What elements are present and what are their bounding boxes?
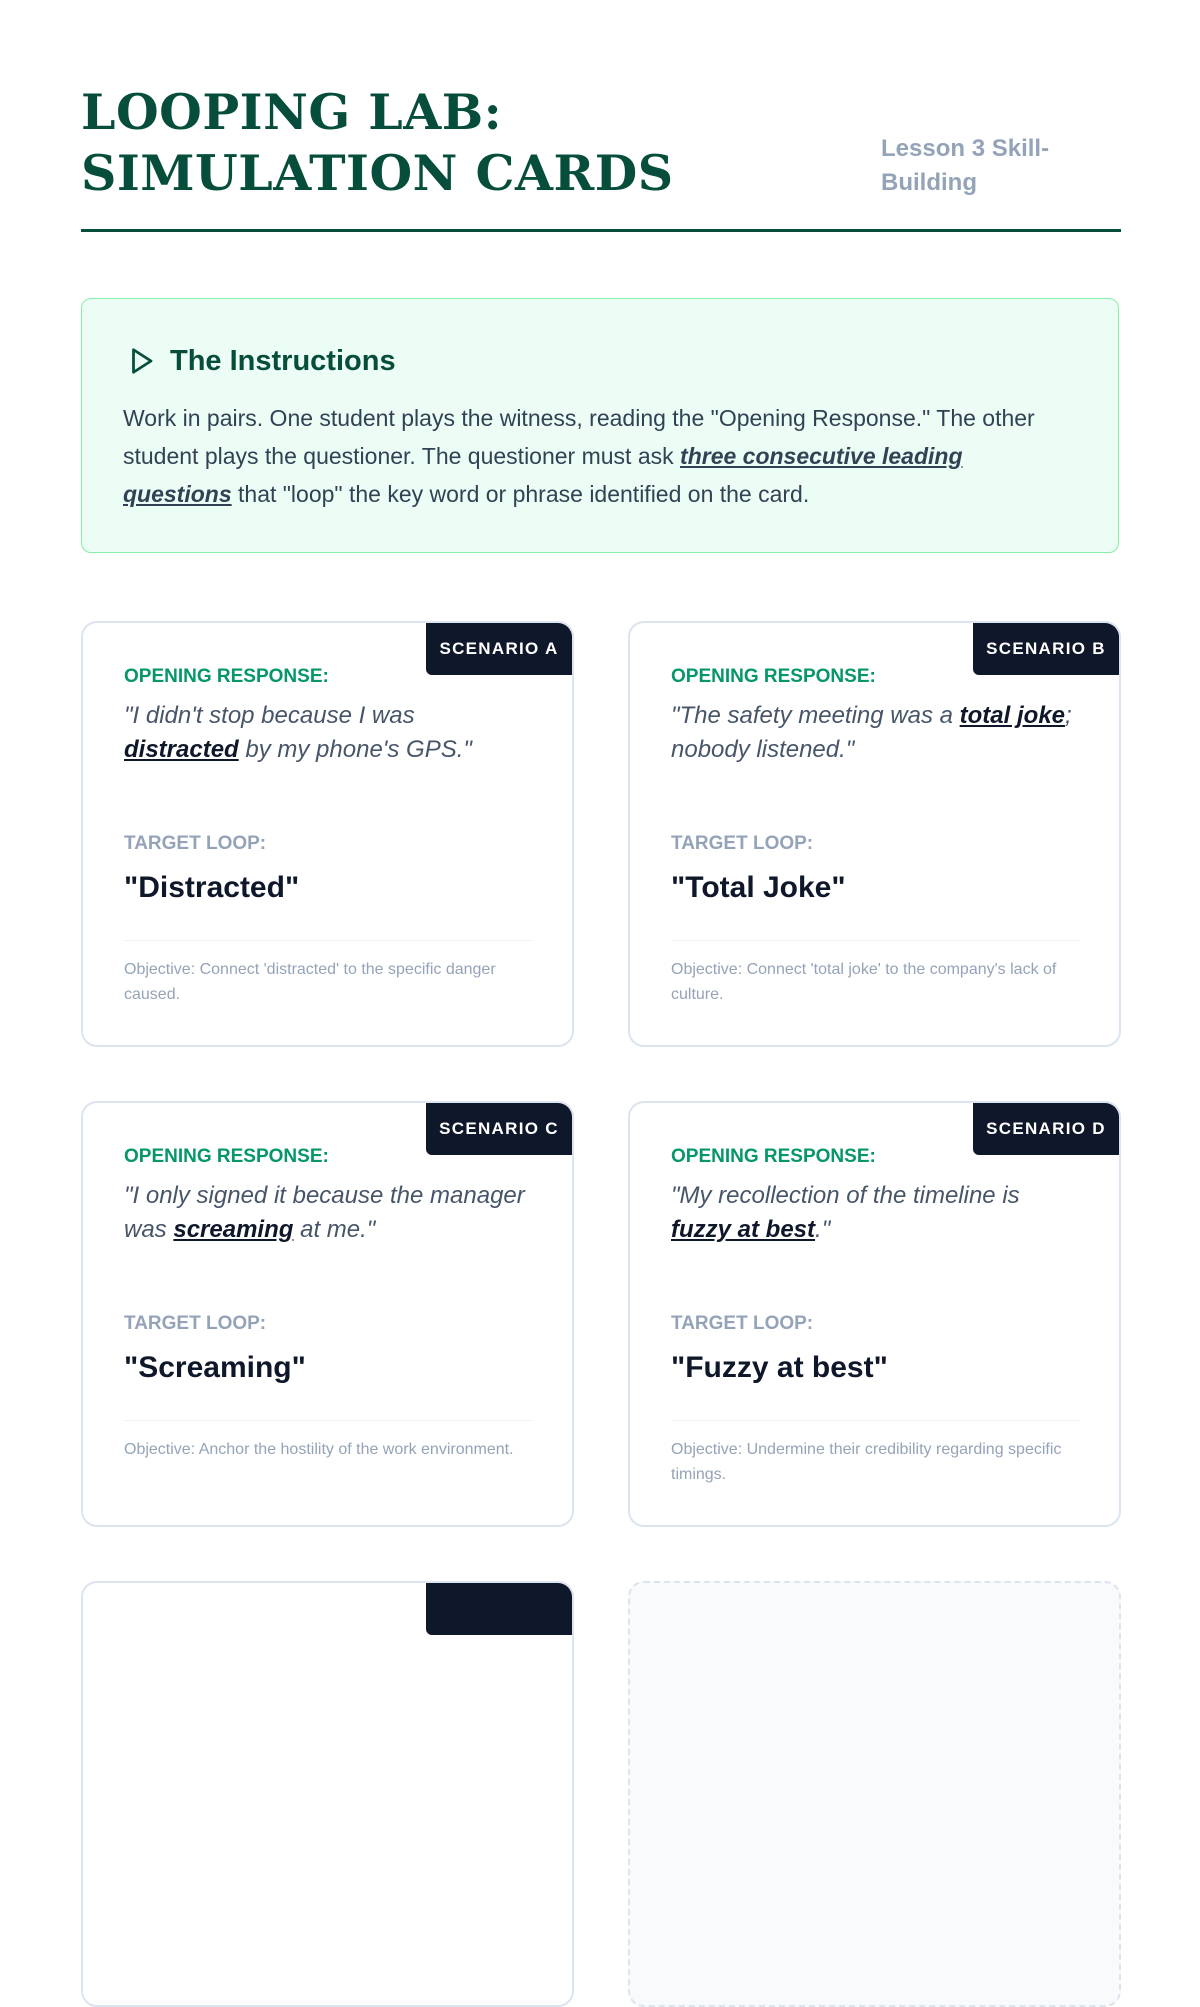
- opening-quote: [124, 1179, 534, 1247]
- page-header: [81, 82, 1121, 232]
- card-divider: [671, 940, 1080, 941]
- scenario-badge: [426, 1583, 572, 1635]
- opening-quote: [124, 699, 534, 767]
- card-objective: Objective: Connect 'total joke' to the company's lack of culture.: [671, 961, 1057, 1003]
- lesson-label: Lesson 3 Skill-Building: [881, 135, 1050, 196]
- scenario-card-b: [628, 621, 1121, 1047]
- instructions-text-before: Work in pairs. One student plays the witness, reading the "Opening Response." The other student plays the questioner. The questioner must ask: [123, 405, 1035, 469]
- quote-before: "The safety meeting was a: [671, 702, 960, 729]
- target-loop-value: "Fuzzy at best": [671, 1351, 888, 1384]
- scenario-card-e: [81, 1581, 574, 2007]
- target-loop-value: "Total Joke": [671, 871, 846, 904]
- card-objective: Objective: Anchor the hostility of the work environment.: [124, 1441, 514, 1458]
- quote-after: at me.": [293, 1216, 376, 1243]
- instructions-text-after: that "loop" the key word or phrase identified on the card.: [231, 481, 810, 507]
- scenario-badge: SCENARIO C: [426, 1103, 572, 1155]
- target-loop-label: TARGET LOOP:: [671, 1313, 814, 1334]
- opening-quote: [671, 699, 1081, 767]
- quote-key-phrase: screaming: [173, 1216, 294, 1243]
- card-divider: [124, 940, 533, 941]
- placeholder-card: [628, 1581, 1121, 2007]
- instructions-heading: [126, 343, 396, 379]
- instructions-text: [123, 399, 1073, 513]
- quote-key-phrase: distracted: [124, 736, 239, 763]
- target-loop-label: TARGET LOOP:: [671, 833, 814, 854]
- target-loop-value: "Screaming": [124, 1351, 306, 1384]
- opening-response-label: OPENING RESPONSE:: [124, 666, 329, 687]
- play-icon: [126, 346, 156, 376]
- quote-key-phrase: total joke: [959, 702, 1066, 729]
- opening-quote: [671, 1179, 1081, 1247]
- quote-after: .": [815, 1216, 831, 1243]
- instructions-heading-text: The Instructions: [170, 345, 396, 377]
- quote-after: by my phone's GPS.": [238, 736, 472, 763]
- target-loop-label: TARGET LOOP:: [124, 1313, 267, 1334]
- target-loop-value: "Distracted": [124, 871, 300, 904]
- page-title: LOOPING LAB: SIMULATION CARDS: [81, 83, 674, 202]
- card-objective: Objective: Connect 'distracted' to the specific danger caused.: [124, 961, 496, 1003]
- target-loop-label: TARGET LOOP:: [124, 833, 267, 854]
- scenario-badge: SCENARIO D: [973, 1103, 1119, 1155]
- scenario-card-d: [628, 1101, 1121, 1527]
- scenario-badge: SCENARIO B: [973, 623, 1119, 675]
- quote-before: "I only signed it because the manager was: [124, 1182, 525, 1243]
- opening-response-label: OPENING RESPONSE:: [671, 666, 876, 687]
- scenario-badge: SCENARIO A: [426, 623, 572, 675]
- instructions-emphasis: three consecutive leading questions: [123, 443, 963, 507]
- scenario-card-c: [81, 1101, 574, 1527]
- opening-response-label: OPENING RESPONSE:: [124, 1146, 329, 1167]
- card-divider: [124, 1420, 533, 1421]
- card-objective: Objective: Undermine their credibility regarding specific timings.: [671, 1441, 1062, 1483]
- quote-after: ; nobody listened.": [671, 702, 1072, 763]
- opening-response-label: OPENING RESPONSE:: [671, 1146, 876, 1167]
- instructions-panel: [81, 298, 1119, 553]
- quote-before: "I didn't stop because I was: [124, 702, 415, 729]
- card-divider: [671, 1420, 1080, 1421]
- scenario-card-a: [81, 621, 574, 1047]
- quote-key-phrase: fuzzy at best: [671, 1216, 816, 1243]
- quote-before: "My recollection of the timeline is: [671, 1182, 1020, 1209]
